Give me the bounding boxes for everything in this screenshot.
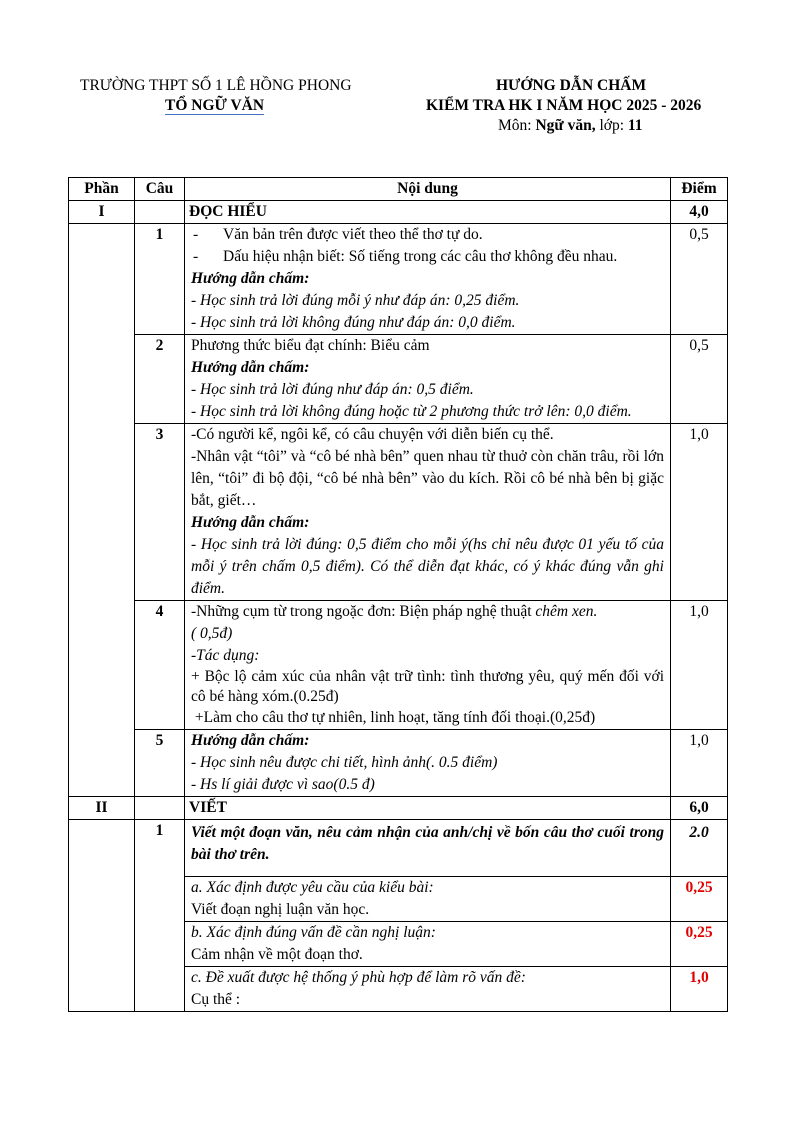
table-row-q5 [69,730,728,797]
answer-line: -Có người kể, ngôi kể, có câu chuyện với diễn biến cụ thể. [191,426,554,443]
section-label: II [69,797,135,820]
department-name: TỔ NGỮ VĂN [165,97,265,114]
section-row-reading [69,201,728,224]
header-part: Phần [69,178,135,201]
document-title: HƯỚNG DẪN CHẤM [496,77,647,94]
question-number: 1 [135,820,185,1012]
answer-line: - Văn bản trên được viết theo thể thơ tự do. [193,226,483,243]
criterion-score: 0,25 [671,922,728,967]
guide-title: Hướng dẫn chấm: [191,514,310,531]
section-title: VIẾT [185,797,671,820]
table-header-row [69,178,728,201]
table-row-q4 [69,601,728,730]
effect-line: + Bộc lộ cảm xúc của nhân vật trữ tình: tình thương yêu, quý mến đối với cô bé hàng xóm.(0.25đ) [191,668,664,705]
section-row-writing [69,797,728,820]
section-label: I [69,201,135,224]
answer-line: -Nhân vật “tôi” và “cô bé nhà bên” quen nhau từ thuở còn chăn trâu, rồi lớn lên, “tôi” đi bộ đội, “cô bé nhà bên” vào du kích. Rồi cô bé nhà bên bị giặc bắt, giết… [191,448,664,509]
question-content [185,730,671,797]
criterion-score: 1,0 [671,967,728,1012]
grading-table [68,177,728,1012]
effect-line: +Làm cho câu thơ tự nhiên, linh hoạt, tăng tính đối thoại.(0,25đ) [191,709,596,726]
guide-line: - Học sinh nêu được chi tiết, hình ảnh(. 0.5 điểm) [191,754,498,771]
question-number: 4 [135,601,185,730]
criterion-content [185,922,671,967]
table-row-q3 [69,424,728,601]
question-number: 2 [135,335,185,424]
section-score: 6,0 [671,797,728,820]
criterion-text: Viết đoạn nghị luận văn học. [191,901,370,918]
answer-score-note: ( 0,5đ) [191,625,233,642]
question-content [185,601,671,730]
question-content [185,224,671,335]
guide-line: - Học sinh trả lời đúng mỗi ý như đáp án: 0,25 điểm. [191,292,520,309]
empty-cell [135,201,185,224]
document-header [0,76,801,146]
exam-title: KIỂM TRA HK I NĂM HỌC 2025 - 2026 [426,97,702,114]
guide-line: - Hs lí giải được vì sao(0.5 đ) [191,776,375,793]
criterion-content [185,967,671,1012]
section-score: 4,0 [671,201,728,224]
header-content: Nội dung [185,178,671,201]
guide-title: Hướng dẫn chấm: [191,270,310,287]
criterion-title: c. Đề xuất được hệ thống ý phù hợp để làm rõ vấn đề: [191,969,526,986]
question-score: 0,5 [671,335,728,424]
empty-cell [135,797,185,820]
guide-line: - Học sinh trả lời không đúng hoặc từ 2 phương thức trở lên: 0,0 điểm. [191,403,632,420]
criterion-content [185,877,671,922]
writing-prompt: Viết một đoạn văn, nêu cảm nhận của anh/chị về bốn câu thơ cuối trong bài thơ trên. [185,820,671,877]
section-title: ĐỌC HIỂU [185,201,671,224]
criterion-title: b. Xác định đúng vấn đề cần nghị luận: [191,924,436,941]
question-number: 1 [135,224,185,335]
guide-line: - Học sinh trả lời đúng như đáp án: 0,5 điểm. [191,381,474,398]
header-score: Điểm [671,178,728,201]
question-score: 1,0 [671,730,728,797]
guide-line: - Học sinh trả lời không đúng như đáp án: 0,0 điểm. [191,314,516,331]
criterion-text: Cảm nhận về một đoạn thơ. [191,946,363,963]
question-content [185,424,671,601]
answer-line: -Những cụm từ trong ngoặc đơn: Biện pháp nghệ thuật chêm xen. [191,603,598,620]
answer-line: - Dấu hiệu nhận biết: Số tiếng trong các câu thơ không đều nhau. [193,248,618,265]
question-score: 0,5 [671,224,728,335]
table-row-q1 [69,224,728,335]
answer-line: Phương thức biểu đạt chính: Biểu cảm [191,337,430,354]
criterion-text: Cụ thể : [191,991,241,1008]
question-content [185,335,671,424]
question-score: 1,0 [671,601,728,730]
guide-line: - Học sinh trả lời đúng: 0,5 điểm cho mỗi ý(hs chỉ nêu được 01 yếu tố của mỗi ý trên chấm 0,5 điểm). Có thể diễn đạt khác, có ý khác đúng vẫn ghi điểm. [191,536,664,597]
table-row-q2 [69,335,728,424]
school-name: TRƯỜNG THPT SỐ 1 LÊ HỒNG PHONG [80,77,352,94]
criterion-score: 0,25 [671,877,728,922]
part-cell-empty [69,224,135,797]
question-score: 1,0 [671,424,728,601]
criterion-title: a. Xác định được yêu cầu của kiểu bài: [191,879,434,896]
guide-title: Hướng dẫn chấm: [191,359,310,376]
question-number: 3 [135,424,185,601]
part-cell-empty [69,820,135,1012]
question-number: 5 [135,730,185,797]
question-score: 2.0 [671,820,728,877]
table-row-w1-prompt [69,820,728,877]
guide-title: Hướng dẫn chấm: [191,732,310,749]
header-question: Câu [135,178,185,201]
effect-title: -Tác dụng: [191,647,260,664]
subject-line: Môn: Ngữ văn, lớp: 11 [498,117,643,134]
